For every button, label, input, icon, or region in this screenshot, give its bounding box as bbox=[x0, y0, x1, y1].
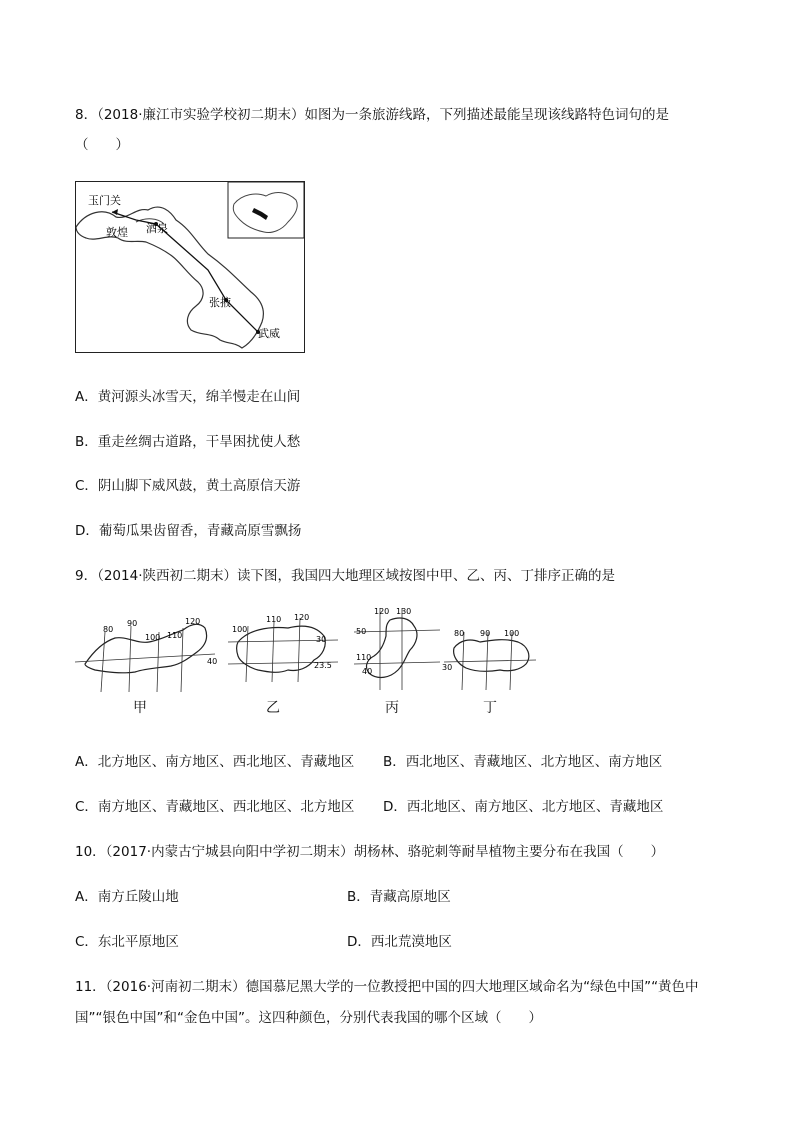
city-label-jiuquan: 酒泉 bbox=[146, 222, 168, 235]
tick-label: 50 bbox=[356, 627, 367, 636]
q8-paren: （ ） bbox=[75, 137, 129, 153]
tick-label: 40 bbox=[207, 657, 218, 666]
tick-label: 80 bbox=[103, 625, 114, 634]
gansu-route-map-figure bbox=[76, 182, 304, 352]
city-label-wuwei: 武威 bbox=[258, 327, 280, 340]
tick-label: 120 bbox=[374, 607, 390, 616]
china-inset-frame bbox=[228, 182, 304, 238]
q10-option-c[interactable]: C．东北平原地区 bbox=[75, 934, 179, 950]
tick-label: 30 bbox=[316, 635, 327, 644]
q9-caption-jia: 甲 bbox=[133, 700, 147, 716]
tick-label: 80 bbox=[454, 629, 465, 638]
longitude-line bbox=[298, 618, 300, 682]
tick-label: 40 bbox=[362, 667, 373, 676]
city-label-yumenguan: 玉门关 bbox=[88, 194, 121, 207]
tick-label: 23.5 bbox=[314, 661, 332, 670]
northwest-region-outline bbox=[367, 618, 417, 677]
q9-option-a[interactable]: A．北方地区、南方地区、西北地区、青藏地区 bbox=[75, 754, 355, 770]
q9-option-d[interactable]: D．西北地区、南方地区、北方地区、青藏地区 bbox=[383, 799, 664, 815]
city-label-dunhuang: 敦煌 bbox=[106, 226, 128, 239]
q10-option-d[interactable]: D．西北荒漠地区 bbox=[347, 934, 452, 950]
q9-map-jia bbox=[75, 612, 220, 692]
tick-label: 100 bbox=[232, 625, 248, 634]
q8-stem: 8．（2018·廉江市实验学校初二期末）如图为一条旅游线路，下列描述最能呈现该线路特色词句的是 bbox=[75, 107, 669, 123]
tick-label: 120 bbox=[185, 617, 201, 626]
q8-option-d[interactable]: D．葡萄瓜果齿留香，青藏高原雪飘扬 bbox=[75, 523, 302, 539]
q9-caption-yi: 乙 bbox=[266, 700, 280, 716]
q9-option-b[interactable]: B．西北地区、青藏地区、北方地区、南方地区 bbox=[383, 754, 663, 770]
q8-option-b[interactable]: B．重走丝绸古道路，干旱困扰使人愁 bbox=[75, 434, 301, 450]
tick-label: 110 bbox=[356, 653, 372, 662]
south-region-outline bbox=[237, 626, 326, 672]
q11-stem-line1: 11．（2016·河南初二期末）德国慕尼黑大学的一位教授把中国的四大地理区域命名为“绿色中国”“黄色中 bbox=[75, 979, 699, 995]
tick-label: 110 bbox=[167, 631, 183, 640]
latitude-line bbox=[354, 630, 440, 632]
q10-option-b[interactable]: B．青藏高原地区 bbox=[347, 889, 451, 905]
latitude-line bbox=[75, 654, 215, 662]
tick-label: 90 bbox=[127, 619, 138, 628]
q9-map-yi bbox=[228, 612, 348, 692]
q10-option-a[interactable]: A．南方丘陵山地 bbox=[75, 889, 179, 905]
qinghai-tibet-region-outline bbox=[454, 640, 529, 672]
q9-stem: 9．（2014·陕西初二期末）读下图，我国四大地理区域按图中甲、乙、丙、丁排序正确的是 bbox=[75, 568, 615, 584]
tick-label: 90 bbox=[480, 629, 491, 638]
q9-map-ding bbox=[440, 620, 540, 692]
q8-option-a[interactable]: A．黄河源头冰雪天，绵羊慢走在山间 bbox=[75, 389, 301, 405]
q8-route-map bbox=[75, 181, 305, 353]
longitude-line bbox=[101, 632, 105, 692]
q9-caption-ding: 丁 bbox=[483, 700, 497, 716]
tick-label: 110 bbox=[266, 615, 282, 624]
q8-option-c[interactable]: C．阴山脚下威风鼓，黄土高原信天游 bbox=[75, 478, 301, 494]
city-label-zhangye: 张掖 bbox=[209, 296, 231, 309]
tick-label: 100 bbox=[145, 633, 161, 642]
tick-label: 30 bbox=[442, 663, 453, 672]
q10-stem: 10．（2017·内蒙古宁城县向阳中学初二期末）胡杨林、骆驼刺等耐旱植物主要分布在我国（ ） bbox=[75, 844, 665, 860]
q9-caption-bing: 丙 bbox=[385, 700, 399, 716]
tick-label: 130 bbox=[396, 607, 412, 616]
longitude-line bbox=[272, 622, 274, 682]
q9-map-bing bbox=[350, 604, 445, 692]
q11-stem-line2: 国”“银色中国”和“金色中国”。这四种颜色，分别代表我国的哪个区域（ ） bbox=[75, 1010, 542, 1026]
q9-option-c[interactable]: C．南方地区、青藏地区、西北地区、北方地区 bbox=[75, 799, 355, 815]
tick-label: 100 bbox=[504, 629, 520, 638]
tick-label: 120 bbox=[294, 613, 310, 622]
